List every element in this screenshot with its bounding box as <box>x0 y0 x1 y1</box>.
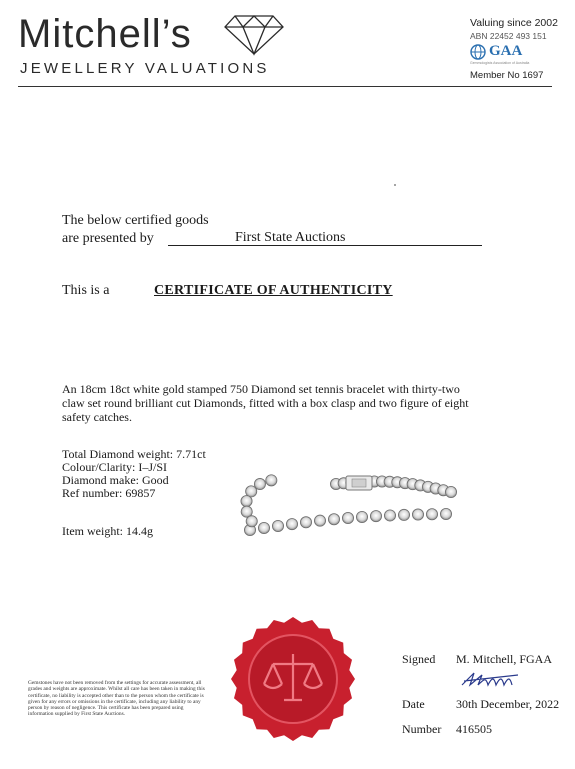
presenter-field <box>168 230 482 246</box>
date-value: 30th December, 2022 <box>456 697 560 711</box>
gaa-globe-icon <box>470 44 486 60</box>
bracelet-diamond <box>286 518 297 529</box>
signature-mark <box>460 669 522 689</box>
bracelet-diamond <box>440 508 451 519</box>
bracelet-diamond <box>258 522 269 533</box>
number-value: 416505 <box>456 722 492 736</box>
bracelet-diamond <box>300 517 311 528</box>
bracelet-diamond <box>370 511 381 522</box>
bracelet-diamond <box>241 496 252 507</box>
colour-clarity: Colour/Clarity: I–J/SI <box>62 460 167 474</box>
bracelet-diamond <box>266 475 277 486</box>
valuing-since: Valuing since 2002 <box>470 17 558 29</box>
bracelet-photo <box>236 460 458 544</box>
bracelet-diamond <box>342 512 353 523</box>
gaa-logo <box>470 43 522 60</box>
presenter-name: First State Auctions <box>235 230 346 245</box>
bracelet-diamond <box>328 514 339 525</box>
header-divider <box>18 86 552 87</box>
item-description: An 18cm 18ct white gold stamped 750 Diamond set tennis bracelet with thirty-two claw set round brilliant cut Diamonds, fitted with a box clasp and two figure of eight safety catches. <box>62 382 469 424</box>
number-label: Number <box>402 722 442 736</box>
abn-number: ABN 22452 493 151 <box>470 31 547 41</box>
bracelet-diamond <box>272 520 283 531</box>
brand-name: Mitchell’s <box>18 12 192 56</box>
date-label: Date <box>402 697 425 711</box>
bracelet-diamond <box>412 509 423 520</box>
bracelet-diamond <box>398 509 409 520</box>
gaa-subtitle: Gemmologists Association of Australia <box>470 61 530 65</box>
total-diamond-weight: Total Diamond weight: 7.71ct <box>62 447 206 461</box>
bracelet-diamond <box>445 486 456 497</box>
signed-label: Signed <box>402 652 436 666</box>
disclaimer-text: Gemstones have not been removed from the settings for accurate assessment, all grades and weights are approximate. Whilst all care has been taken in making this certificate, no liability is accepted other than to the person whom the certificate is given for any errors or omissions in the certificate, including any liability to any person by reason of negligence. This certificate has been prepared using information supplied by First State Auctions. <box>28 680 205 718</box>
this-is-a-label: This is a <box>62 283 110 298</box>
signed-value: M. Mitchell, FGAA <box>456 652 552 666</box>
certificate-title: CERTIFICATE OF AUTHENTICITY <box>154 283 393 298</box>
speck <box>394 184 396 186</box>
member-number: Member No 1697 <box>470 70 544 81</box>
intro-line-2: are presented by <box>62 231 154 246</box>
bracelet-diamond <box>384 510 395 521</box>
diamond-make: Diamond make: Good <box>62 473 169 487</box>
bracelet-diamond <box>356 511 367 522</box>
bracelet-diamond <box>314 515 325 526</box>
wax-seal <box>228 614 358 744</box>
brand-tagline: JEWELLERY VALUATIONS <box>20 60 270 77</box>
gaa-label: GAA <box>489 43 523 59</box>
ref-number: Ref number: 69857 <box>62 486 156 500</box>
intro-line-1: The below certified goods <box>62 213 209 228</box>
item-weight: Item weight: 14.4g <box>62 524 153 538</box>
bracelet-diamond <box>426 509 437 520</box>
bracelet-diamond <box>246 516 257 527</box>
diamond-logo-icon <box>223 12 285 56</box>
